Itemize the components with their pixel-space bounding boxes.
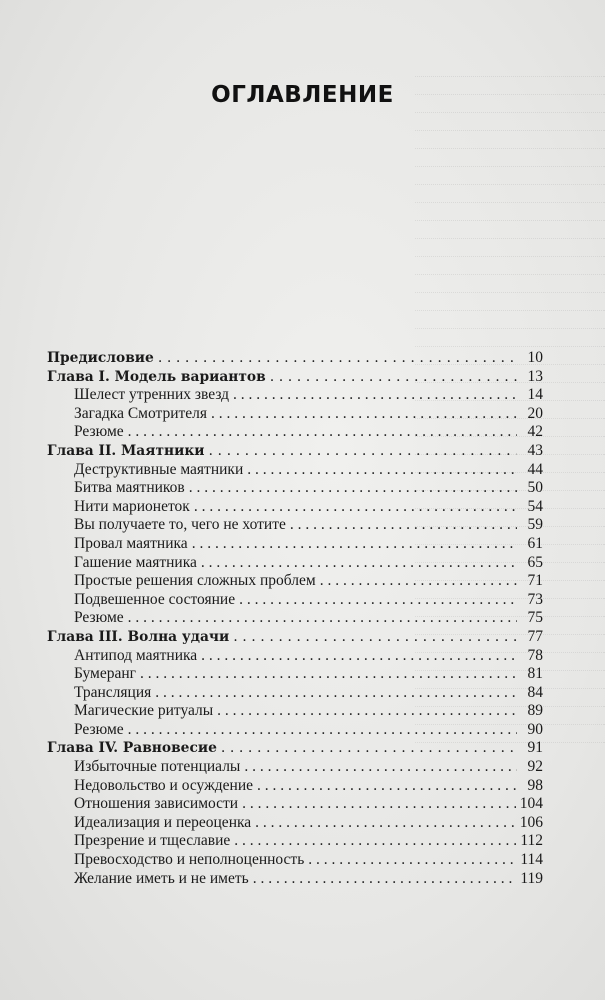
toc-entry-title: Вы получаете то, чего не хотите (74, 516, 286, 534)
toc-entry-title: Резюме (74, 423, 124, 441)
bleed-through-line (415, 132, 605, 149)
toc-page-number: 75 (527, 609, 543, 627)
toc-page-number: 59 (527, 516, 543, 534)
toc-section-entry (47, 572, 543, 591)
toc-section-entry (47, 535, 543, 554)
toc-page-number: 65 (527, 553, 543, 571)
toc-section-entry (47, 423, 543, 442)
toc-entry-title: Гашение маятника (74, 553, 197, 571)
dot-leader (192, 535, 517, 553)
dot-leader (270, 368, 517, 386)
toc-entry-title: Глава I. Модель вариантов (47, 368, 266, 385)
toc-chapter-entry (47, 739, 543, 758)
bleed-through-line (415, 150, 605, 167)
toc-section-entry (47, 702, 543, 721)
page-title: ОГЛАВЛЕНИЕ (211, 82, 394, 108)
toc-page-number: 13 (527, 367, 543, 385)
toc-page-number: 89 (527, 702, 543, 720)
toc-chapter-entry (47, 442, 543, 461)
toc-section-entry (47, 832, 543, 851)
dot-leader (244, 758, 517, 776)
toc-section-entry (47, 814, 543, 833)
toc-entry-title: Избыточные потенциалы (74, 758, 241, 776)
toc-section-entry (47, 405, 543, 424)
dot-leader (211, 405, 517, 423)
toc-page-number: 43 (527, 441, 543, 459)
toc-section-entry (47, 609, 543, 628)
toc-page-number: 81 (527, 665, 543, 683)
toc-section-entry (47, 498, 543, 517)
toc-chapter-entry (47, 349, 543, 368)
bleed-through-line (415, 222, 605, 239)
toc-page-number: 91 (527, 739, 543, 757)
table-of-contents (47, 349, 543, 888)
dot-leader (242, 795, 516, 813)
dot-leader (155, 684, 517, 702)
toc-entry-title: Подвешенное состояние (74, 590, 236, 608)
toc-entry-title: Превосходство и неполноценность (74, 851, 305, 869)
toc-page-number: 78 (527, 646, 543, 664)
dot-leader (320, 572, 517, 590)
toc-section-entry (47, 758, 543, 777)
toc-page-number: 14 (527, 386, 543, 404)
toc-entry-title: Деструктивные маятники (74, 460, 244, 478)
dot-leader (239, 591, 517, 609)
toc-section-entry (47, 386, 543, 405)
toc-entry-title: Глава III. Волна удачи (47, 628, 230, 645)
dot-leader (253, 870, 517, 888)
toc-page-number: 54 (527, 497, 543, 515)
toc-entry-title: Трансляция (74, 683, 152, 701)
bleed-through-line (415, 312, 605, 329)
toc-page-number: 44 (527, 460, 543, 478)
toc-entry-title: Резюме (74, 720, 124, 738)
toc-page-number: 90 (527, 720, 543, 738)
toc-entry-title: Предисловие (47, 350, 154, 366)
toc-entry-title: Магические ритуалы (74, 702, 214, 720)
toc-entry-title: Бумеранг (74, 665, 137, 683)
toc-section-entry (47, 479, 543, 498)
toc-entry-title: Провал маятника (74, 534, 188, 552)
bleed-through-line (415, 276, 605, 293)
dot-leader (255, 814, 516, 832)
dot-leader (290, 516, 517, 534)
bleed-through-line (415, 168, 605, 185)
toc-entry-title: Шелест утренних звезд (74, 386, 230, 404)
bleed-through-line (415, 204, 605, 221)
dot-leader (233, 386, 517, 404)
dot-leader (234, 832, 516, 850)
dot-leader (128, 423, 517, 441)
bleed-through-line (415, 186, 605, 203)
toc-page-number: 71 (527, 572, 543, 590)
toc-page-number: 73 (527, 590, 543, 608)
toc-section-entry (47, 777, 543, 796)
dot-leader (201, 554, 517, 572)
bleed-through-line (415, 114, 605, 131)
toc-entry-title: Презрение и тщеславие (74, 832, 231, 850)
dot-leader (217, 702, 517, 720)
dot-leader (209, 442, 517, 460)
toc-page-number: 106 (519, 813, 543, 831)
dot-leader (140, 665, 517, 683)
toc-page-number: 112 (520, 832, 543, 850)
toc-entry-title: Нити марионеток (74, 497, 190, 515)
bleed-through-line (415, 330, 605, 347)
dot-leader (221, 739, 517, 757)
toc-section-entry (47, 870, 543, 889)
toc-page-number: 104 (519, 795, 543, 813)
bleed-through-line (415, 294, 605, 311)
bleed-through-line (415, 240, 605, 257)
toc-section-entry (47, 516, 543, 535)
toc-section-entry (47, 721, 543, 740)
toc-entry-title: Желание иметь и не иметь (74, 869, 249, 887)
toc-section-entry (47, 795, 543, 814)
toc-page-number: 42 (527, 423, 543, 441)
toc-section-entry (47, 684, 543, 703)
toc-entry-title: Идеализация и переоценка (74, 813, 252, 831)
dot-leader (233, 628, 517, 646)
toc-chapter-entry (47, 628, 543, 647)
toc-entry-title: Битва маятников (74, 479, 185, 497)
dot-leader (128, 609, 517, 627)
toc-entry-title: Глава II. Маятники (47, 442, 205, 459)
toc-entry-title: Антипод маятника (74, 646, 198, 664)
toc-page-number: 114 (520, 851, 543, 869)
toc-page-number: 84 (527, 683, 543, 701)
dot-leader (201, 647, 517, 665)
dot-leader (128, 721, 517, 739)
bleed-through-line (415, 258, 605, 275)
toc-entry-title: Отношения зависимости (74, 795, 239, 813)
toc-page-number: 50 (527, 479, 543, 497)
toc-page-number: 61 (527, 534, 543, 552)
toc-section-entry (47, 461, 543, 480)
dot-leader (189, 479, 517, 497)
toc-page-number: 10 (527, 349, 543, 366)
toc-page-number: 20 (527, 404, 543, 422)
bleed-through-line (415, 60, 605, 77)
toc-entry-title: Глава IV. Равновесие (47, 740, 217, 757)
dot-leader (247, 461, 517, 479)
toc-entry-title: Недовольство и осуждение (74, 776, 254, 794)
toc-section-entry (47, 851, 543, 870)
dot-leader (158, 349, 517, 367)
toc-entry-title: Резюме (74, 609, 124, 627)
toc-chapter-entry (47, 368, 543, 387)
dot-leader (257, 777, 517, 795)
toc-page-number: 92 (527, 758, 543, 776)
toc-section-entry (47, 647, 543, 666)
toc-section-entry (47, 554, 543, 573)
toc-page-number: 119 (520, 869, 543, 887)
toc-entry-title: Простые решения сложных проблем (74, 572, 316, 590)
toc-page-number: 77 (527, 627, 543, 645)
toc-section-entry (47, 665, 543, 684)
dot-leader (308, 851, 516, 869)
toc-section-entry (47, 591, 543, 610)
toc-entry-title: Загадка Смотрителя (74, 404, 208, 422)
dot-leader (194, 498, 517, 516)
toc-page-number: 98 (527, 776, 543, 794)
